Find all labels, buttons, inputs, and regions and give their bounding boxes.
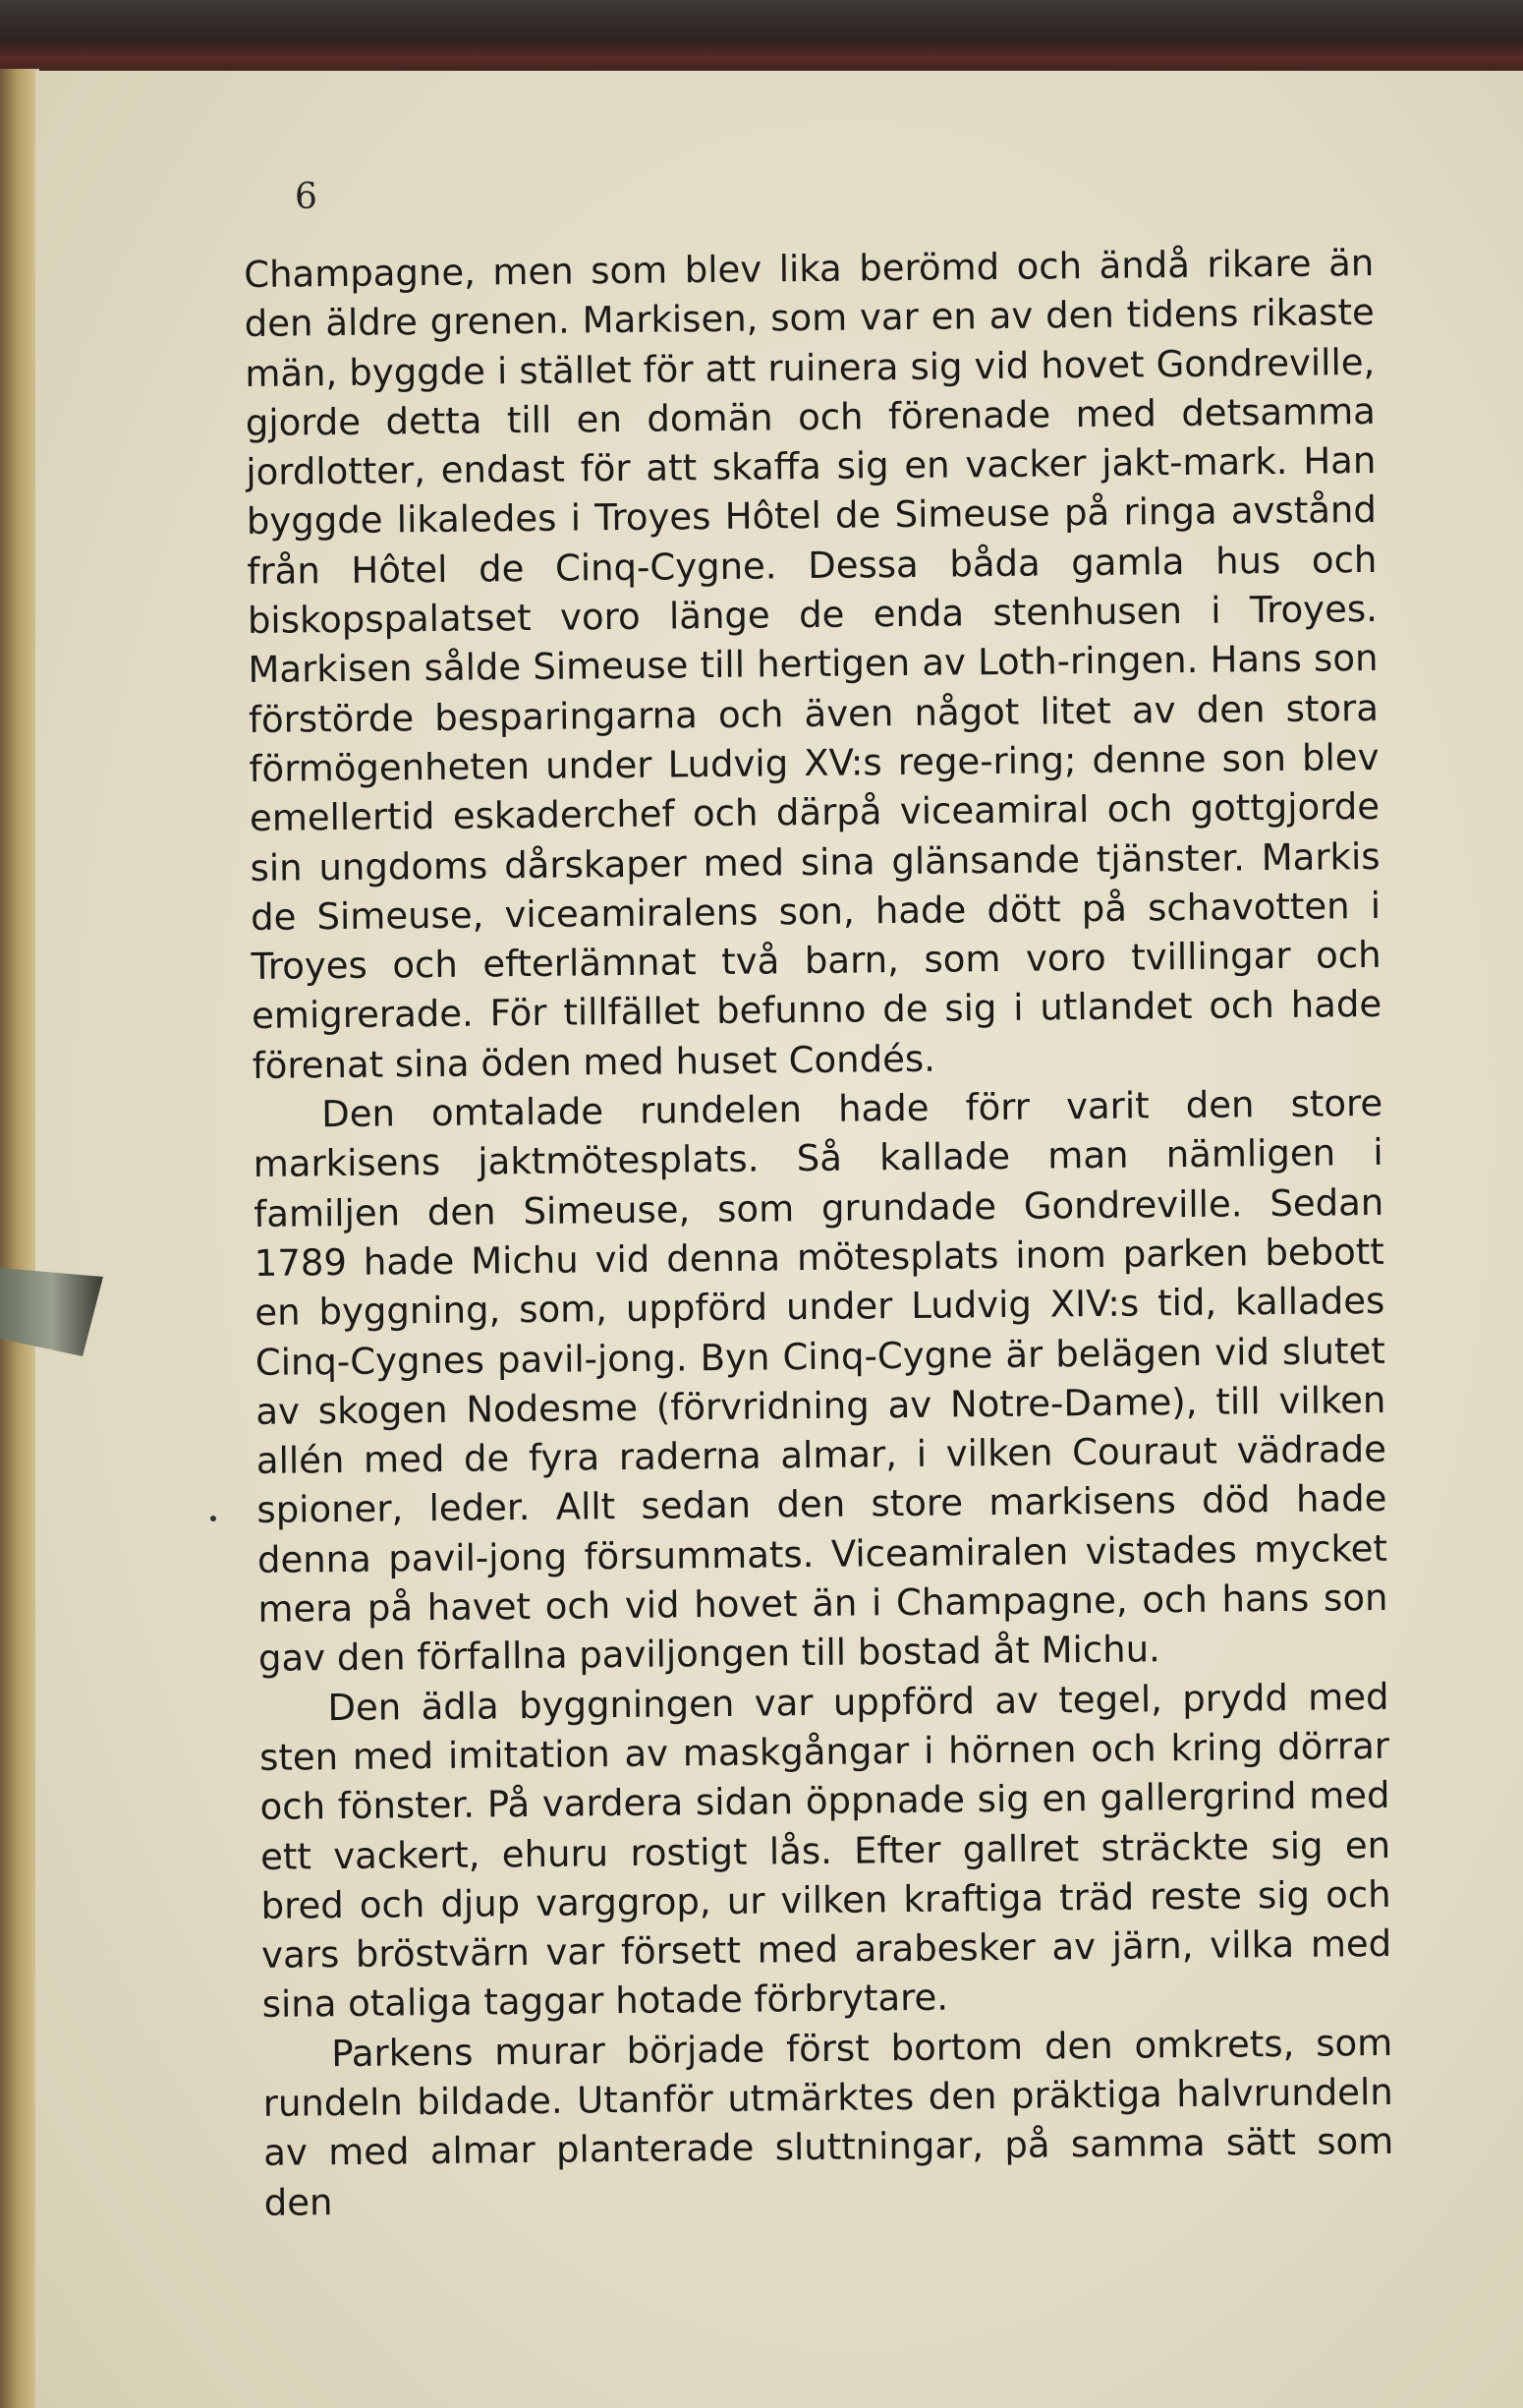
- page-body: [244, 239, 1394, 2228]
- page-number: 6: [295, 177, 317, 217]
- book-binding-left: [0, 69, 39, 2408]
- paragraph-3: Den ädla byggningen var uppförd av tegel, prydd med sten med imitation av maskgångar i hörnen och kring dörrar och fönster. På vardera sidan öppnade sig en gallergrind med ett vackert, ehuru rostigt lås. Efter gallret sträckte sig en bred och djup varggrop, ur vilken kraftiga träd reste sig och vars bröstvärn var försett med arabesker av järn, vilka med sina otaliga taggar hotade förbrytare.: [258, 1675, 1392, 2027]
- book-binding-top: [0, 0, 1523, 74]
- paragraph-1: Champagne, men som blev lika berömd och ändå rikare än den äldre grenen. Markisen, som var en av den tidens rikaste män, byggde i stället för att ruinera sig vid hovet Gondreville, gjorde detta till en domän och förenade med detsamma jordlotter, endast för att skaffa sig en vacker jakt-mark. Han byggde likaledes i Troyes Hôtel de Simeuse på ringa avstånd från Hôtel de Cinq-Cygne. Dessa båda gamla hus och biskopspalatset voro länge de enda stenhusen i Troyes. Markisen sålde Simeuse till hertigen av Loth-ringen. Hans son förstörde besparingarna och även något litet av den stora förmögenheten under Ludvig XV:s rege-ring; denne son blev emellertid eskaderchef och därpå viceamiral och gottgjorde sin ungdoms dårskaper med sina glänsande tjänster. Markis de Simeuse, viceamiralens son, hade dött på schavotten i Troyes och efterlämnat två barn, som voro tvillingar och emigrerade. För tillfället befunno de sig i utlandet och hade förenat sina öden med huset Condés.: [244, 241, 1382, 1087]
- ink-speck: [210, 1516, 216, 1521]
- paragraph-4: Parkens murar började först bortom den omkrets, som rundeln bildade. Utanför utmärktes den präktiga halvrundeln av med almar planterade sluttningar, på samma sätt som den: [262, 2021, 1394, 2224]
- paragraph-2: Den omtalade rundelen hade förr varit den store markisens jaktmötesplats. Så kallade man nämligen i familjen den Simeuse, som grundade Gondreville. Sedan 1789 hade Michu vid denna mötesplats inom parken bebott en byggning, som, uppförd under Ludvig XIV:s tid, kallades Cinq-Cygnes pavil-jong. Byn Cinq-Cygne är belägen vid slutet av skogen Nodesme (förvridning av Notre-Dame), till vilken allén med de fyra raderna almar, i vilken Couraut vädrade spioner, leder. Allt sedan den store markisens död hade denna pavil-jong försummats. Viceamiralen vistades mycket mera på havet och vid hovet än i Champagne, och hans son gav den förfallna paviljongen till bostad åt Michu.: [253, 1081, 1388, 1681]
